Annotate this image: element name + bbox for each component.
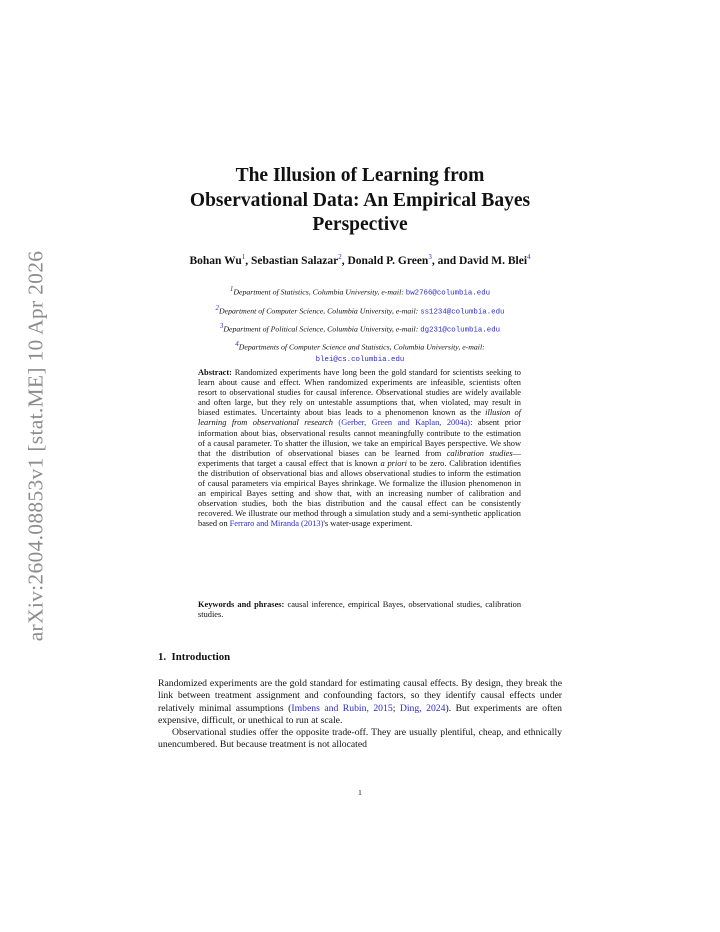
citation-link[interactable]: Imbens and Rubin, 2015 xyxy=(291,702,393,714)
affiliation-text: Department of Political Science, Columbia University, e-mail: xyxy=(223,324,419,334)
email-link[interactable]: bw2766@columbia.edu xyxy=(405,289,491,298)
paragraph-text: Randomized experiments are the gold standard for estimating causal effects. By design, they break the link between treatment assignment and confounding factors, so they identify causal effects under relatively minimal assumptions ( xyxy=(158,678,562,714)
author-name: Donald P. Green xyxy=(347,254,429,267)
email-link[interactable]: dg231@columbia.edu xyxy=(420,326,501,335)
affiliation-3 xyxy=(150,321,570,337)
section-number: 1. xyxy=(158,651,167,663)
affiliation-text: Departments of Computer Science and Statistics, Columbia University, e-mail: xyxy=(238,342,485,352)
affiliation-4 xyxy=(180,339,540,366)
email-link[interactable]: ss1234@columbia.edu xyxy=(420,308,505,317)
affiliation-1 xyxy=(150,284,570,300)
abstract xyxy=(198,368,521,530)
citation-link[interactable]: (Gerber, Green and Kaplan, 2004a) xyxy=(338,418,471,428)
affiliation-mark: 3 xyxy=(219,322,224,330)
paragraph-text: ). But experiments are often expensive, difficult, or unethical to run at scale. xyxy=(158,702,563,726)
abstract-text: to be zero. Calibration identifies the distribution of observational bias and allows observational studies to inform the estimation of causal parameters via empirical Bayes shrinkage. We formalize the illusion phenomenon in an empirical Bayes setting and show that, with an increasing number of calibration and observation studies, both the bias distribution and the causal effect can be consistently recovered. We illustrate our method through a simulation study and a semi-synthetic application based on xyxy=(198,458,521,529)
affiliation-mark[interactable]: 3 xyxy=(428,253,432,261)
affiliation-2 xyxy=(150,303,570,319)
abstract-text: 's water-usage experiment. xyxy=(323,519,413,529)
section-heading xyxy=(158,651,230,663)
paragraph xyxy=(158,678,562,727)
abstract-text: Randomized experiments have long been the gold standard for scientists seeking to learn about cause and effect. When randomized experiments are infeasible, scientists often resort to observational studies for causal inference. Observational studies are widely available and often large, but they rely on untestable assumptions that, when violated, may result in biased estimates. Uncertainty about bias leads to a phenomenon known as the xyxy=(198,368,521,418)
abstract-text: : absent prior information about bias, observational results cannot meaningfully contribute to the estimation of a causal parameter. To shatter the illusion, we take an empirical Bayes perspective. We show that the distribution of observational biases can be learned from xyxy=(198,418,521,458)
abstract-label: Abstract: xyxy=(198,368,232,377)
citation-link[interactable]: Ferraro and Miranda xyxy=(229,519,299,529)
affiliation-mark: 2 xyxy=(215,304,220,312)
introduction-body xyxy=(158,678,562,752)
abstract-emphasis: a priori xyxy=(380,458,408,468)
affiliation-mark: 4 xyxy=(235,340,239,348)
keywords xyxy=(198,600,521,620)
keywords-text: causal inference, empirical Bayes, observational studies, calibration studies. xyxy=(198,600,522,620)
arxiv-identifier: arXiv:2604.08853v1 [stat.ME] 10 Apr 2026 xyxy=(23,250,48,642)
section-title: Introduction xyxy=(171,651,231,663)
affiliation-mark[interactable]: 4 xyxy=(527,253,531,261)
author-name: Bohan Wu xyxy=(189,254,242,267)
citation-link[interactable]: Ding, 2024 xyxy=(399,702,446,714)
affiliation-text: Department of Computer Science, Columbia University, e-mail: xyxy=(219,306,419,316)
author-separator: , xyxy=(245,254,252,267)
author-name: David M. Blei xyxy=(459,254,528,267)
abstract-text: —experiments that target a causal effect that is known xyxy=(198,448,522,468)
paragraph: Observational studies offer the opposite trade-off. They are usually plentiful, cheap, and ethnically unencumbered. But because treatment is not allocated xyxy=(158,727,562,751)
title-line: Observational Data: An Empirical Bayes xyxy=(189,189,531,211)
affiliation-mark: 1 xyxy=(229,285,234,293)
email-link[interactable]: blei@cs.columbia.edu xyxy=(315,355,405,364)
affiliation-text: Department of Statistics, Columbia University, e-mail: xyxy=(233,287,404,297)
author-name: Sebastian Salazar xyxy=(251,254,339,267)
citation-link[interactable]: (2013) xyxy=(301,519,324,529)
page-number: 1 xyxy=(358,788,362,797)
affiliation-mark[interactable]: 2 xyxy=(338,253,342,261)
keywords-label: Keywords and phrases: xyxy=(198,600,285,609)
abstract-emphasis: calibration studies xyxy=(446,448,513,458)
affiliation-mark[interactable]: 1 xyxy=(241,253,246,261)
title-line: Perspective xyxy=(312,214,408,235)
paper-title xyxy=(140,164,580,238)
title-line: The Illusion of Learning from xyxy=(235,165,485,186)
author-separator: , and xyxy=(431,254,459,267)
citation-separator: ; xyxy=(392,702,400,714)
abstract-emphasis: illusion of learning from observational research xyxy=(198,408,521,428)
author-list xyxy=(155,250,565,268)
author-separator: , xyxy=(341,254,348,267)
